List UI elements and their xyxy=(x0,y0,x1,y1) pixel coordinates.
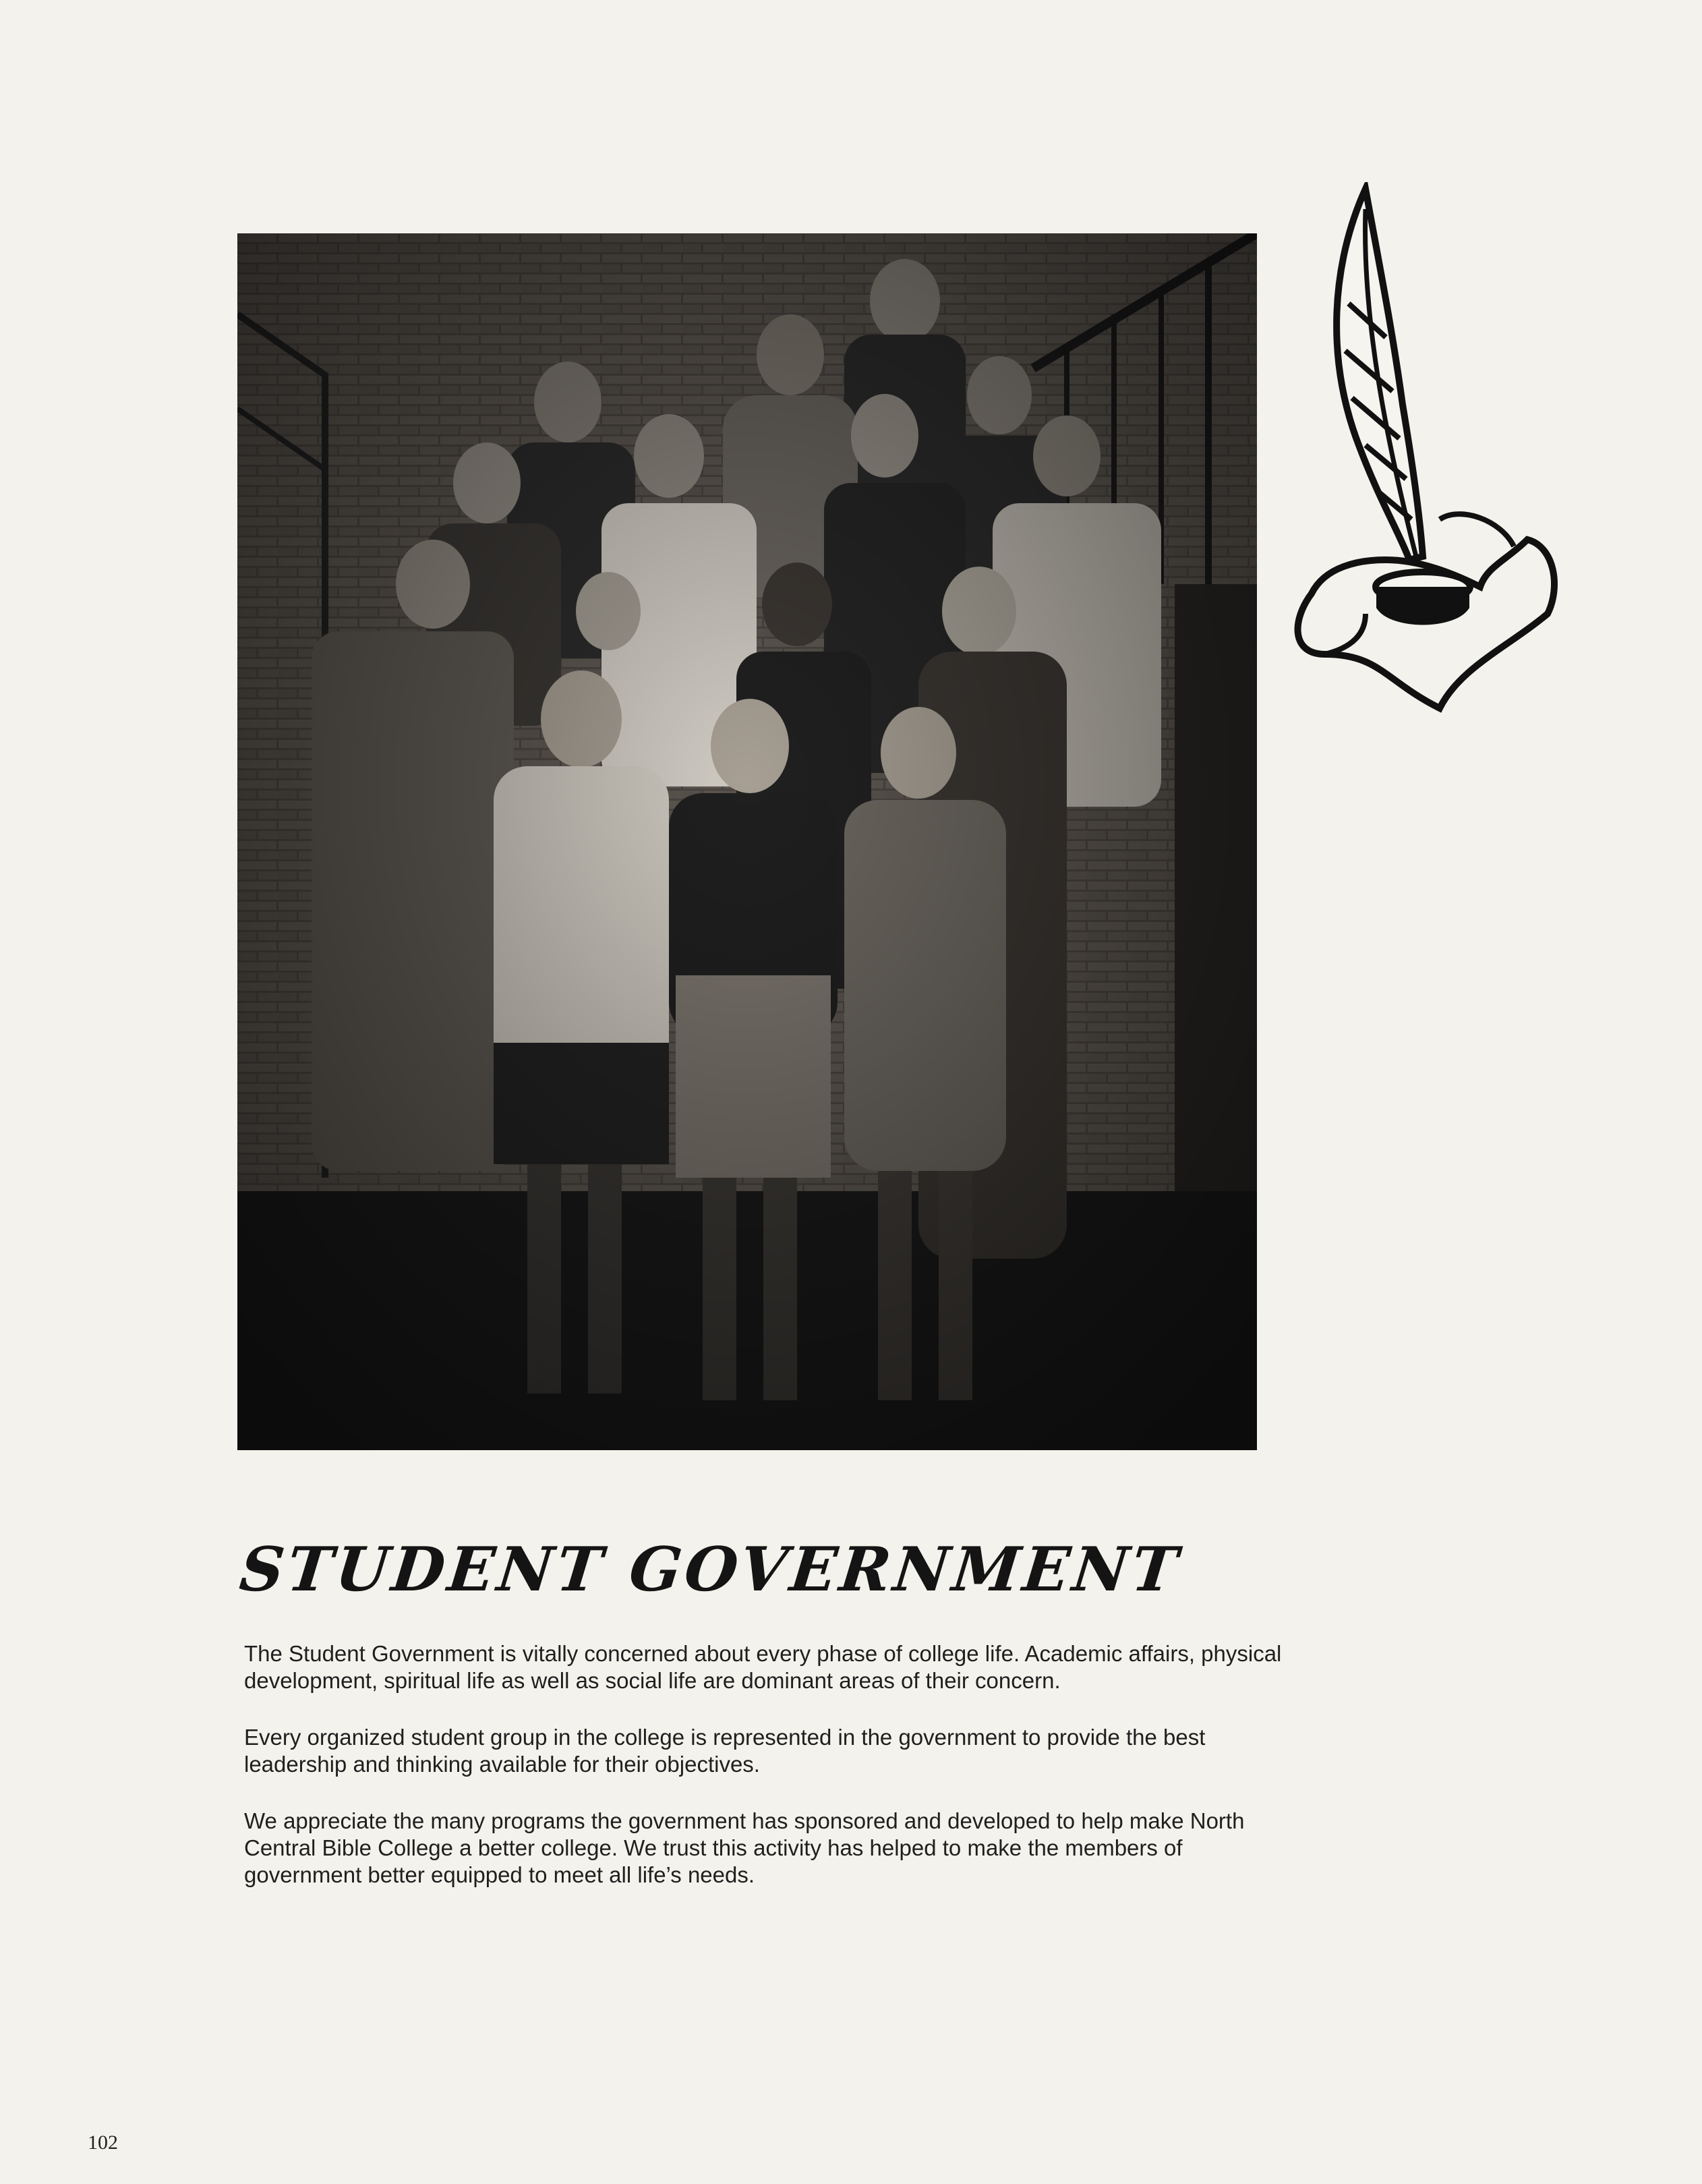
body-text xyxy=(244,1640,1296,1918)
page-number: 102 xyxy=(88,2131,118,2154)
section-title: STUDENT GOVERNMENT xyxy=(236,1534,1185,1605)
group-photo-drawing xyxy=(237,233,1257,1450)
paragraph: The Student Government is vitally concerned about every phase of college life. Academic affairs, physical development, spiritual life as well as social life are dominant areas of their concern. xyxy=(244,1641,1282,1693)
quill-and-scroll-illustration xyxy=(1285,182,1561,722)
paragraph: Every organized student group in the college is represented in the government to provide the best leadership and thinking available for their objectives. xyxy=(244,1725,1206,1777)
quill-icon xyxy=(1285,182,1561,722)
paragraph: We appreciate the many programs the government has sponsored and developed to help make North Central Bible College a better college. We trust this activity has helped to make the members of government better equipped to meet all life’s needs. xyxy=(244,1808,1245,1887)
group-photo xyxy=(237,233,1257,1450)
